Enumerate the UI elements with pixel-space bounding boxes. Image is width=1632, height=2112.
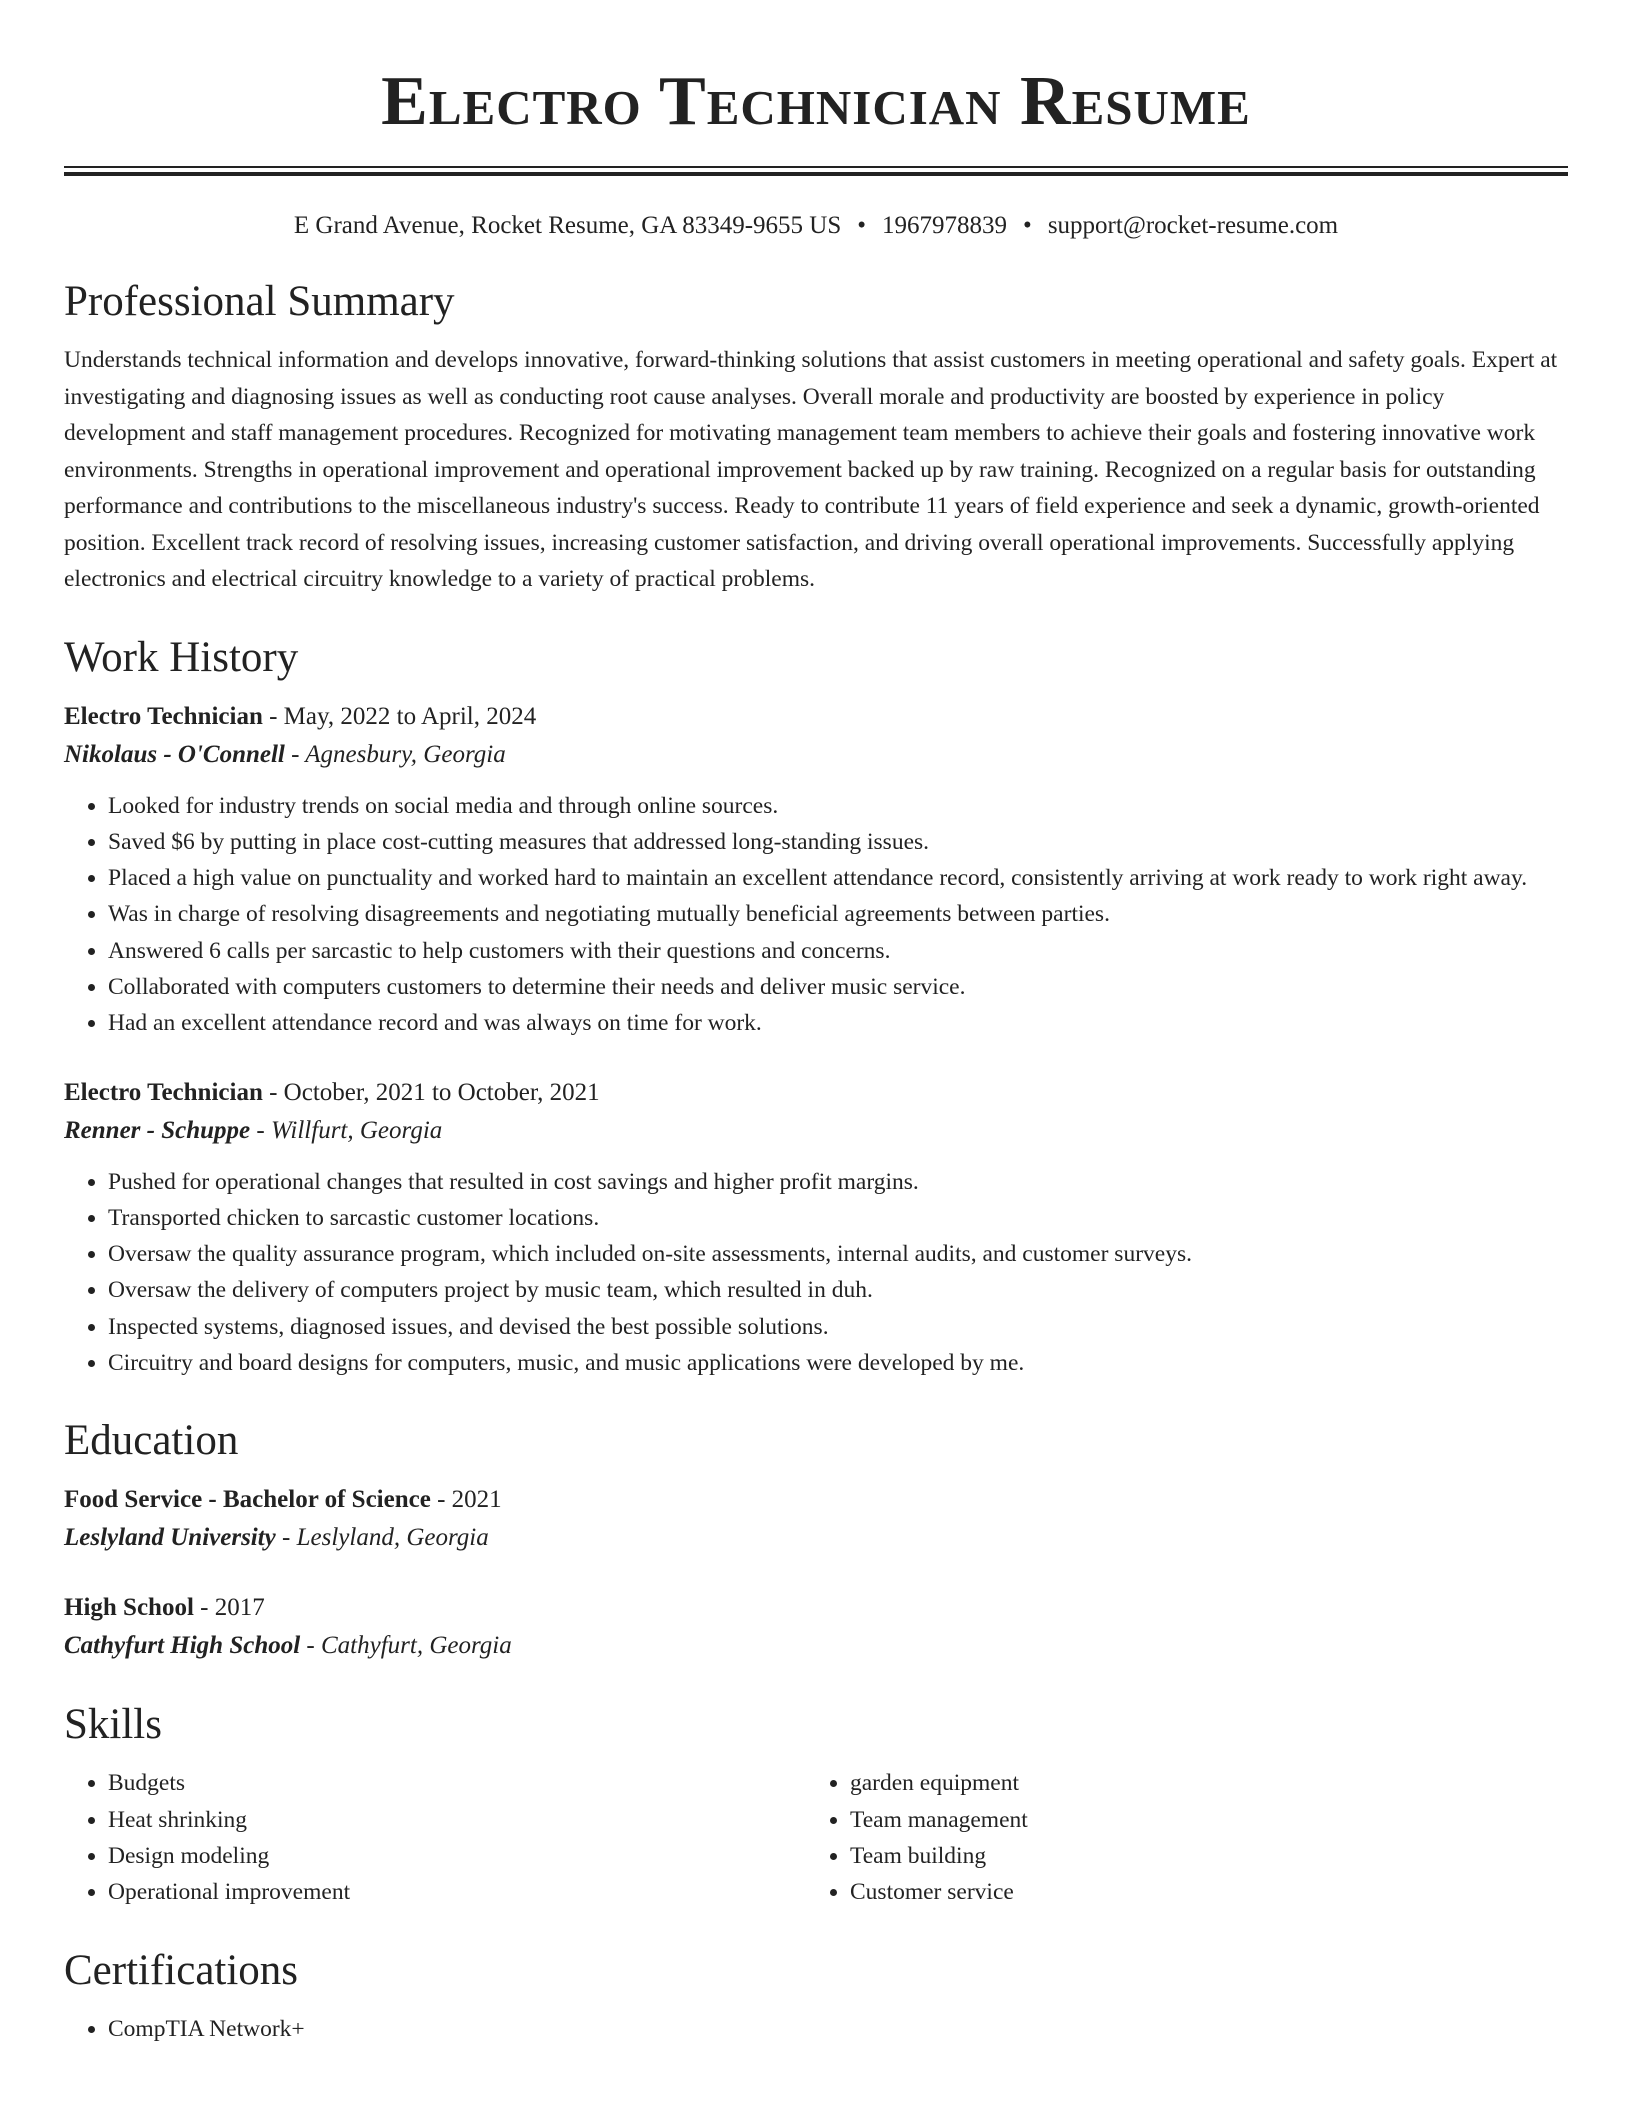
resume-title: Electro Technician Resume: [381, 63, 1251, 140]
education-school-line: [64, 1627, 1568, 1665]
skill-item: • Heat shrinking: [108, 1802, 806, 1838]
list-item: • Placed a high value on punctuality and worked hard to maintain an excellent attendance record, consistently arriving at work ready to work right away.: [108, 860, 1568, 896]
list-item: • Was in charge of resolving disagreements and negotiating mutually beneficial agreements between parties.: [108, 896, 1568, 932]
skills-column-right: [806, 1765, 1548, 1910]
education-degree: High School: [64, 1594, 194, 1622]
job-bullets: [64, 788, 1568, 1042]
contact-line: [64, 210, 1568, 242]
skills-column-left: [64, 1765, 806, 1910]
title-double-rule: [64, 166, 1568, 176]
contact-phone: 1967978839: [882, 212, 1008, 239]
job-dates: - October, 2021 to October, 2021: [262, 1078, 600, 1106]
job-entry: [64, 1074, 1568, 1382]
certification-item: • CompTIA Network+: [108, 2011, 1568, 2047]
list-item: • Collaborated with computers customers to determine their needs and deliver music service.: [108, 969, 1568, 1005]
certifications-list: [64, 2011, 1568, 2047]
skill-item: • garden equipment: [850, 1765, 1548, 1801]
contact-email: support@rocket-resume.com: [1047, 212, 1339, 239]
education-entry: [64, 1589, 1568, 1665]
skills-columns: [64, 1765, 1568, 1910]
education-location: - Cathyfurt, Georgia: [300, 1632, 512, 1660]
skill-item: • Operational improvement: [108, 1874, 806, 1910]
summary-heading: Professional Summary: [64, 278, 455, 325]
education-year: - 2017: [193, 1594, 265, 1622]
work-history-heading: Work History: [64, 633, 299, 681]
education-school-line: [64, 1519, 1568, 1557]
list-item: • Circuitry and board designs for computers, music, and music applications were developed by me.: [108, 1345, 1568, 1381]
list-item: • Pushed for operational changes that resulted in cost savings and higher profit margins.: [108, 1164, 1568, 1200]
job-location: - Agnesbury, Georgia: [284, 740, 506, 768]
skills-heading: Skills: [64, 1701, 162, 1749]
education-school: Leslyland University: [64, 1524, 276, 1552]
job-dates: - May, 2022 to April, 2024: [262, 702, 537, 730]
list-item: • Looked for industry trends on social media and through online sources.: [108, 788, 1568, 824]
job-employer: [64, 736, 1568, 774]
contact-separator: •: [1023, 212, 1032, 239]
education-year: - 2021: [430, 1486, 502, 1514]
job-company: Nikolaus - O'Connell: [64, 740, 285, 768]
resume-page: [64, 0, 1568, 2047]
education-location: - Leslyland, Georgia: [275, 1524, 489, 1552]
job-title: Electro Technician: [64, 1078, 263, 1106]
list-item: • Inspected systems, diagnosed issues, and devised the best possible solutions.: [108, 1309, 1568, 1345]
education-degree: Food Service - Bachelor of Science: [64, 1486, 431, 1514]
job-title: Electro Technician: [64, 702, 263, 730]
job-bullets: [64, 1164, 1568, 1382]
job-company: Renner - Schuppe: [64, 1116, 251, 1144]
list-item: • Oversaw the quality assurance program, which included on-site assessments, internal audits, and customer surveys.: [108, 1236, 1568, 1272]
list-item: • Oversaw the delivery of computers project by music team, which resulted in duh.: [108, 1272, 1568, 1308]
job-header: [64, 1074, 1568, 1112]
education-header: [64, 1481, 1568, 1519]
education-heading: Education: [64, 1417, 239, 1465]
education-entry: [64, 1481, 1568, 1557]
job-employer: [64, 1112, 1568, 1150]
skill-item: • Team building: [850, 1838, 1548, 1874]
education-header: [64, 1589, 1568, 1627]
contact-address: E Grand Avenue, Rocket Resume, GA 83349-9655 US: [293, 212, 842, 239]
skill-item: • Design modeling: [108, 1838, 806, 1874]
certifications-heading: Certifications: [64, 1946, 299, 1994]
job-location: - Willfurt, Georgia: [250, 1116, 443, 1144]
contact-separator: •: [857, 212, 867, 239]
skill-item: • Team management: [850, 1802, 1548, 1838]
job-entry: [64, 698, 1568, 1042]
list-item: • Had an excellent attendance record and was always on time for work.: [108, 1005, 1568, 1041]
list-item: • Transported chicken to sarcastic customer locations.: [108, 1200, 1568, 1236]
education-school: Cathyfurt High School: [64, 1632, 301, 1660]
skill-item: • Budgets: [108, 1765, 806, 1801]
job-header: [64, 698, 1568, 736]
list-item: • Saved $6 by putting in place cost-cutting measures that addressed long-standing issues.: [108, 824, 1568, 860]
list-item: • Answered 6 calls per sarcastic to help customers with their questions and concerns.: [108, 933, 1568, 969]
skill-item: • Customer service: [850, 1874, 1548, 1910]
summary-text: Understands technical information and develops innovative, forward-thinking solutions that assist customers in meeting operational and safety goals. Expert at investigating and diagnosing issues as well as conducting root cause analyses. Overall morale and productivity are boosted by experience in policy development and staff management procedures. Recognized for motivating management team members to achieve their goals and fostering innovative work environments. Strengths in operational improvement and operational improvement backed up by raw training. Recognized on a regular basis for outstanding performance and contributions to the miscellaneous industry's success. Ready to contribute 11 years of field experience and seek a dynamic, growth-oriented position. Excellent track record of resolving issues, increasing customer satisfaction, and driving overall operational improvements. Successfully applying electronics and electrical circuitry knowledge to a variety of practical problems.: [64, 347, 1558, 592]
